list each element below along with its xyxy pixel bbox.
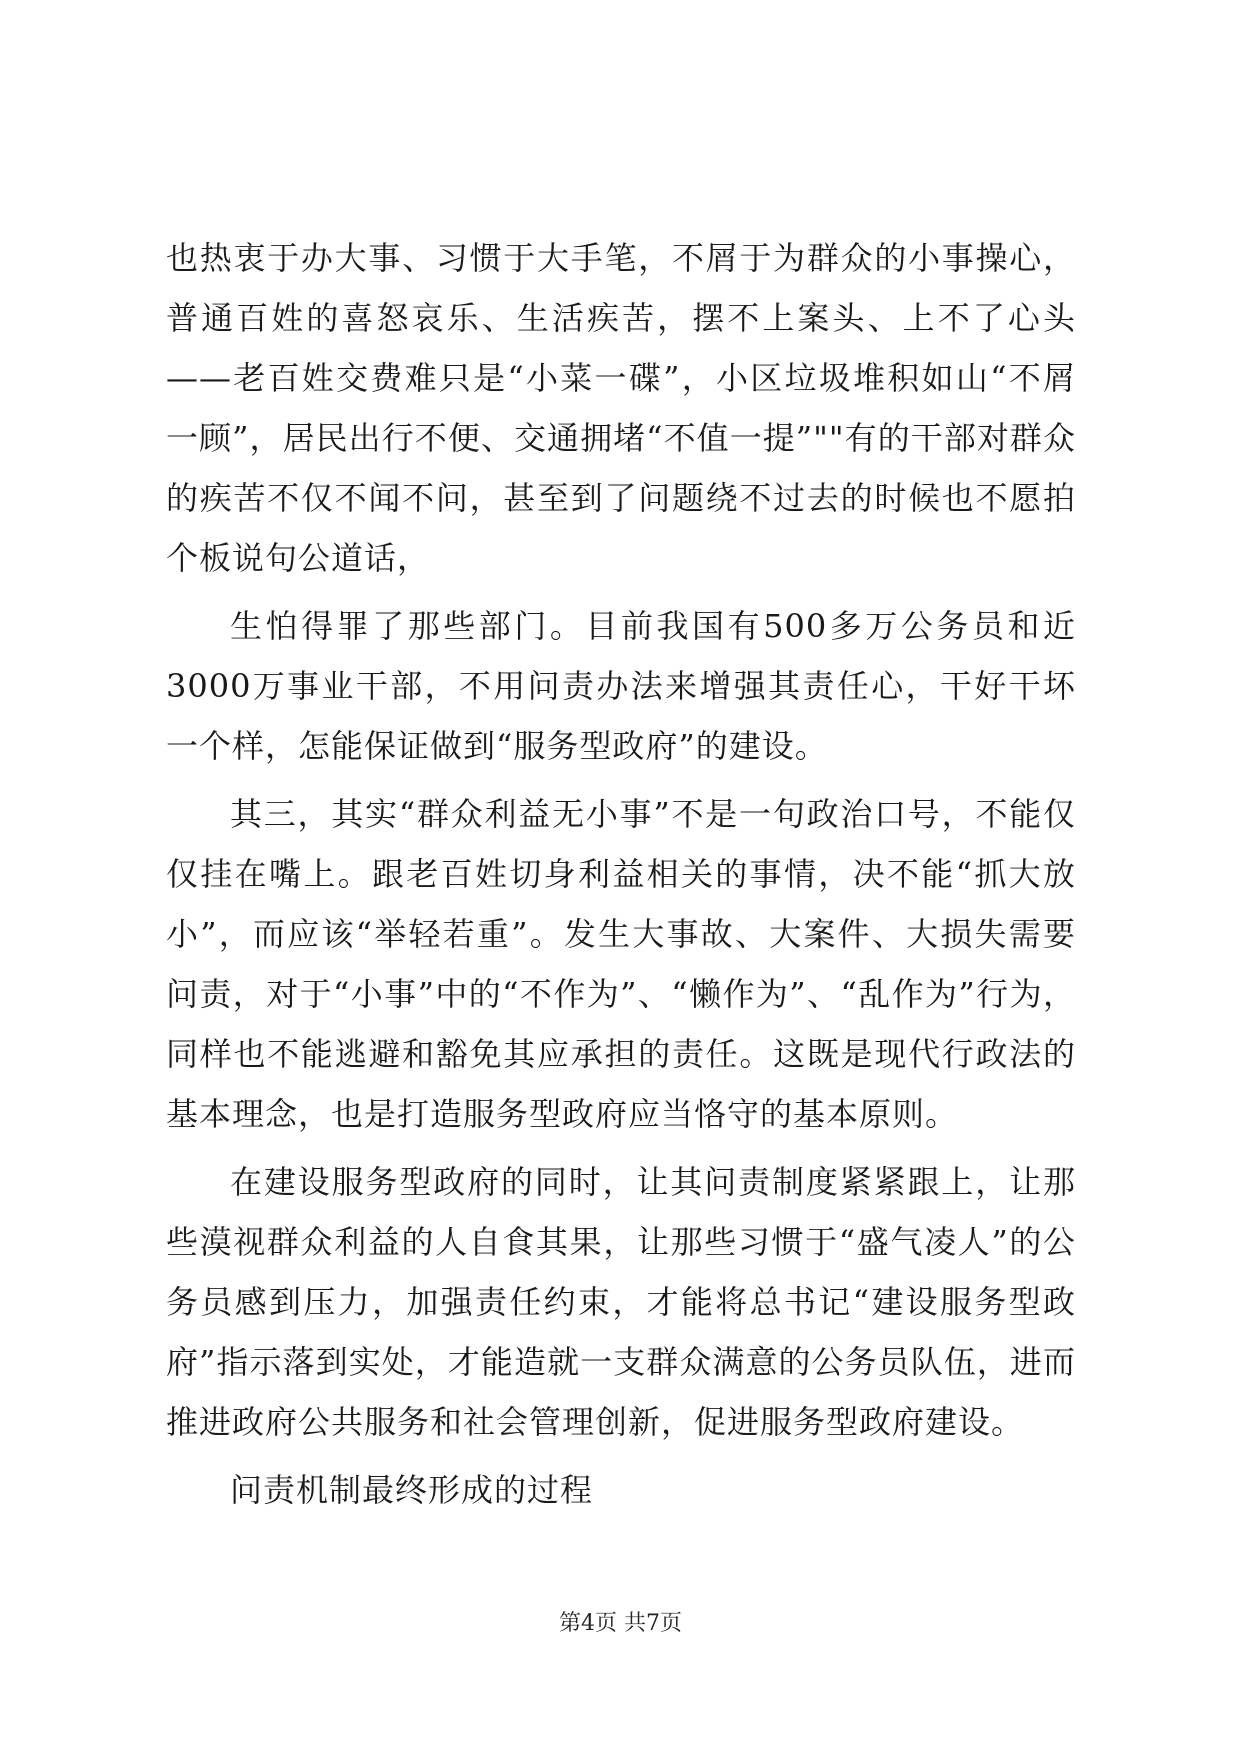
paragraph-continuation: 也热衷于办大事、习惯于大手笔，不屑于为群众的小事操心，普通百姓的喜怒哀乐、生活疾苦，摆不上案头、上不了心头——老百姓交费难只是“小菜一碟”，小区垃圾堆积如山“不屑一顾”，居民出行不便、交通拥堵“不值一提”""有的干部对群众的疾苦不仅不闻不问，甚至到了问题绕不过去的时候也不愿拍个板说句公道话， (166, 239, 1076, 577)
document-body (166, 228, 1076, 1520)
section-heading: 问责机制最终形成的过程 (230, 1471, 594, 1509)
paragraph: 其三，其实“群众利益无小事”不是一句政治口号，不能仅仅挂在嘴上。跟老百姓切身利益相关的事情，决不能“抓大放小”，而应该“举轻若重”。发生大事故、大案件、大损失需要问责，对于“小事”中的“不作为”、“懒作为”、“乱作为”行为，同样也不能逃避和豁免其应承担的责任。这既是现代行政法的基本理念，也是打造服务型政府应当恪守的基本原则。 (166, 795, 1076, 1133)
paragraph: 生怕得罪了那些部门。目前我国有500多万公务员和近3000万事业干部，不用问责办法来增强其责任心，干好干坏一个样，怎能保证做到“服务型政府”的建设。 (166, 607, 1076, 765)
paragraph: 在建设服务型政府的同时，让其问责制度紧紧跟上，让那些漠视群众利益的人自食其果，让那些习惯于“盛气凌人”的公务员感到压力，加强责任约束，才能将总书记“建设服务型政府”指示落到实处，才能造就一支群众满意的公务员队伍，进而推进政府公共服务和社会管理创新，促进服务型政府建设。 (166, 1163, 1076, 1441)
page-number-footer: 第4页 共7页 (559, 1611, 682, 1636)
